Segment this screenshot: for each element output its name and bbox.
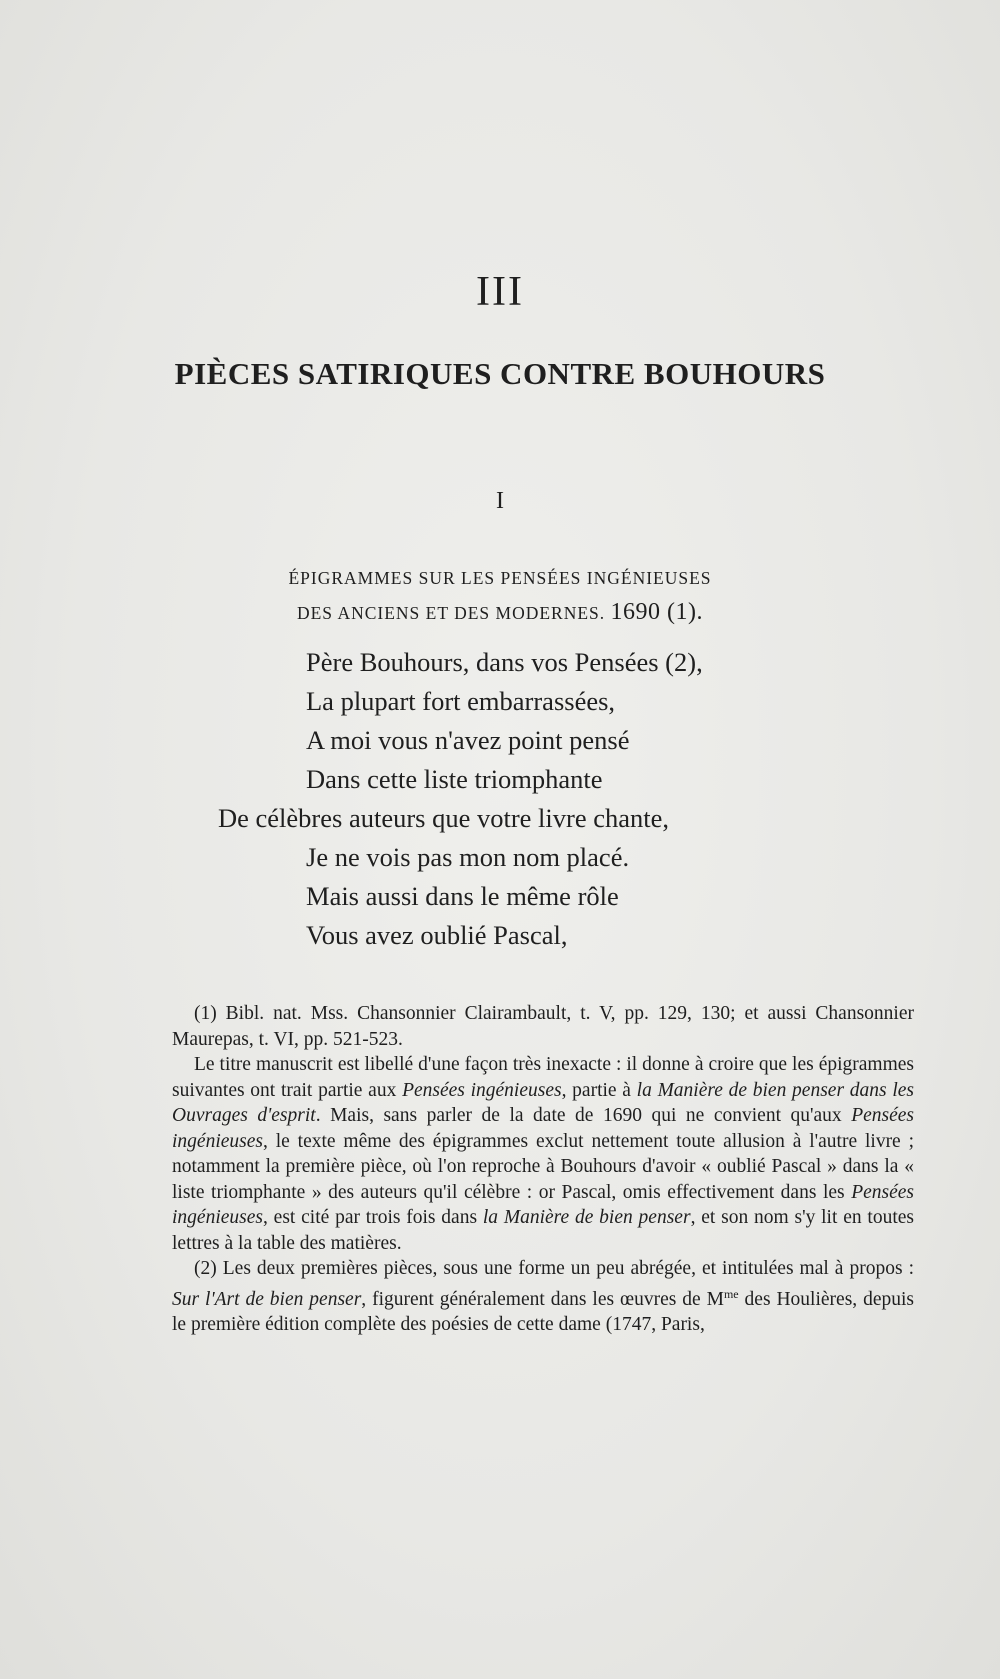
footnote-2	[172, 1256, 914, 1338]
note-text: . Mais, sans parler de la date de 1690 qui ne convient qu'aux	[315, 1105, 852, 1126]
subsection-title-line-2	[0, 595, 1000, 630]
subsection-title-line-1: ÉPIGRAMMES SUR LES PENSÉES INGÉNIEUSES	[288, 568, 712, 588]
poem-line: Père Bouhours, dans vos Pensées (2),	[306, 647, 703, 677]
poem-line: Mais aussi dans le même rôle	[306, 881, 619, 911]
poem-line: A moi vous n'avez point pensé	[306, 725, 630, 755]
section-title: PIÈCES SATIRIQUES CONTRE BOUHOURS	[174, 356, 826, 391]
footnote-1-source: (1) Bibl. nat. Mss. Chansonnier Clairambault, t. V, pp. 129, 130; et aussi Chansonnier Maurepas, t. VI, pp. 521-523.	[172, 1003, 914, 1050]
note-italic-title: la Manière de bien penser	[482, 1207, 691, 1228]
note-italic-title: Pensées ingénieuses	[172, 1181, 914, 1228]
footnotes	[172, 1001, 914, 1338]
note-superscript: me	[723, 1286, 739, 1301]
note-italic-title: Pensées ingénieuses	[402, 1079, 562, 1101]
poem-line: Dans cette liste triomphante	[306, 764, 603, 794]
note-text: , et son nom s'y lit en toutes lettres à la table des matières.	[172, 1207, 914, 1254]
note-text: , est cité par trois fois dans	[262, 1207, 483, 1228]
subsection-title	[0, 561, 1000, 630]
poem-line: Je ne vois pas mon nom placé.	[306, 842, 630, 872]
note-text: , le texte même des épigrammes exclut nettement toute allusion à l'autre livre ; notamment la première pièce, où l'on reproche à Bouhours d'avoir « oublié Pascal » dans la « liste triomphante » des auteurs qu'il célèbre : or Pascal, omis effectivement dans les	[172, 1130, 914, 1203]
note-text: Le titre manuscrit est libellé d'une façon très inexacte : il donne à croire que les épigrammes suivantes ont trait partie aux	[172, 1054, 914, 1101]
subsection-title-prefix: DES ANCIENS ET DES MODERNES.	[296, 603, 606, 623]
note-italic-title: Sur l'Art de bien penser	[172, 1288, 362, 1310]
section-number: III	[476, 269, 524, 315]
note-text: (2) Les deux premières pièces, sous une forme un peu abrégée, et intitulées mal à propos :	[194, 1258, 914, 1279]
poem-line: De célèbres auteurs que votre livre chante,	[218, 803, 670, 833]
note-text: , figurent généralement dans les œuvres de M	[361, 1288, 724, 1310]
subsection-number: I	[496, 488, 504, 514]
note-italic-title: Pensées ingénieuses	[172, 1105, 914, 1152]
epigram-poem	[0, 643, 1000, 955]
note-text: , partie à	[561, 1079, 637, 1101]
note-italic-title: la Manière de bien penser dans les Ouvrages d'esprit	[172, 1079, 914, 1126]
note-text: des Houlières, depuis le première édition complète des poésies de cette dame (1747, Paris,	[172, 1288, 915, 1335]
footnote-1-commentary	[172, 1052, 914, 1256]
poem-line: La plupart fort embarrassées,	[306, 686, 616, 716]
subsection-title-year: 1690 (1).	[610, 599, 704, 625]
poem-line: Vous avez oublié Pascal,	[306, 920, 568, 950]
